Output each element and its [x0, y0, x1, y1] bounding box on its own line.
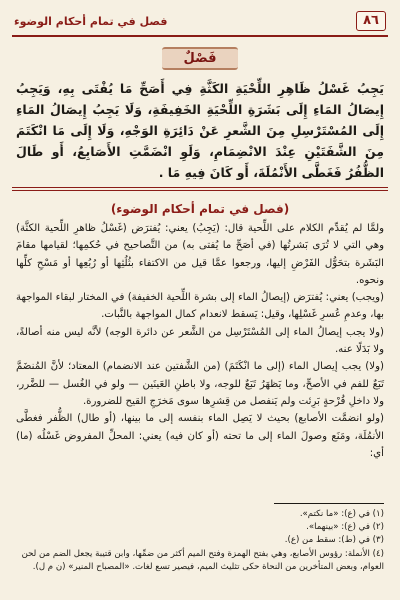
footnote-rule: [274, 503, 384, 504]
page-number: ٨٦: [356, 11, 386, 31]
commentary-paragraph: (ولو انضمَّت الأصابع) بحيث لا يَصِل الماء بنفسه إلى ما بينها، (أو طال) الظُّفر فغطَّى الأنمُلَة، ومَنَع وصولَ الماء إلى ما تحته (أو كان فيه) يعني: المحلِّ المفروض غَسْلُه (ما) أي:: [16, 413, 384, 459]
commentary-title-wrap: [0, 198, 400, 217]
header-rule: [12, 35, 388, 37]
commentary-paragraph: (ولا يجب إيصالُ الماء إلى المُسْتَرْسِل من الشَّعر عن دائرة الوجه) لأنَّه ليس منه أصالةً، ولا بَدَلًا عنه.: [16, 326, 384, 356]
section-divider: [12, 187, 388, 188]
matn-text: يَجِبُ غَسْلُ ظَاهِرِ اللِّحْيَةِ الكَثَّةِ فِي أَصَحِّ مَا يُفْتَى بِهِ، وَيَجِبُ إِيصَالُ المَاءِ إِلَى بَشَرَةِ اللِّحْيَةِ الخَفِيفَةِ، وَلَا يَجِبُ إِيصَالُ المَاءِ إِلَى المُسْتَرْسِلِ مِنَ الشَّعرِ عَنْ دَائِرَةِ الوَجْهِ، وَلَا إِلَى مَا انْكَتَمَ مِنَ الشَّفَتَيْنِ عِنْدَ الانْضِمَامِ، وَلَوِ انْضَمَّتِ الأَصَابِعُ، أَو طَالَ الظُّفُرُ فَغَطَّى الأَنْمُلَةَ، أَو كَانَ فِيهِ مَا .: [16, 81, 384, 180]
section-banner: فَصْلٌ: [162, 47, 239, 70]
section-banner-wrap: [0, 47, 400, 70]
commentary-paragraph: (ويجب) يعني: يُفترَض (إيصالُ الماء إلى بشرة اللِّحية الخفيفة) في المختار لبقاء المواجهة بها، وعدمِ عُسرِ غَسْلِها، وقيل: يَسقط لانعدام كمال المواجهة بالنَّبات.: [16, 292, 384, 321]
footnotes: [16, 508, 384, 574]
running-title: فصل في تمام أحكام الوضوء: [14, 14, 168, 28]
footnote: (١) في (ع): «ما نكتم».: [299, 509, 384, 519]
page-header: [14, 9, 386, 33]
commentary-paragraph: (ولا) يجب إيصال الماء (إلى ما انْكَتَمَ) (من الشَّفتين عند الانضمام) المعتاد؛ لأنَّ المُنضَمَّ تَبَعٌ للفم في الأصحِّ، وما يَظهَرُ تَبَعٌ للوجه، ولا باطنِ العَينَين — ولو في الغُسل — للضَّرر، ولا داخلِ قُرْحةٍ بَرِئت ولم يَنفصل من قِشرِها سوى مَخرَجِ القيح للضرورة.: [16, 361, 384, 407]
footnote: (٣) في (ط): سقط من (ع).: [284, 535, 384, 546]
footnote: (٢) في (ع): «بينهما».: [306, 522, 384, 533]
section-divider-secondary: [12, 190, 388, 191]
commentary-paragraph: ولمَّا لم يُقدِّم الكلام على اللِّحية قال: (يَجِبُ) يعني: يُفترَض (غَسْلُ ظاهرِ اللِّحية الكثَّة) وهي التي لا تُرَى بَشرتُها (في أصَحِّ ما يُفتى به) من التَّصاحيح في حُكمِها؛ لقيامها مقامَ البَشَرة بتحَوُّل الفَرْضِ إليها، ورجعوا عمَّا قيل من الاكتفاء بثُلُثِها أو رُبُعِها أو مَسْحِ كلِّها ونحوه.: [16, 223, 384, 286]
commentary-title: (فصل في تمام أحكام الوضوء): [110, 202, 290, 216]
footnote: (٤) الأنملة: رؤوس الأصابع، وهي بفتح الهمزة وفتح الميم أكثر من ضمِّها، وابن قتيبة يجعل الضم من لحن العوام، وبعض المتأخرين من النحاة حكى تثليث الميم، فيصير تسع لغات. «المصباح المنير» (ن م ل).: [21, 548, 384, 572]
commentary-body: [16, 220, 384, 462]
